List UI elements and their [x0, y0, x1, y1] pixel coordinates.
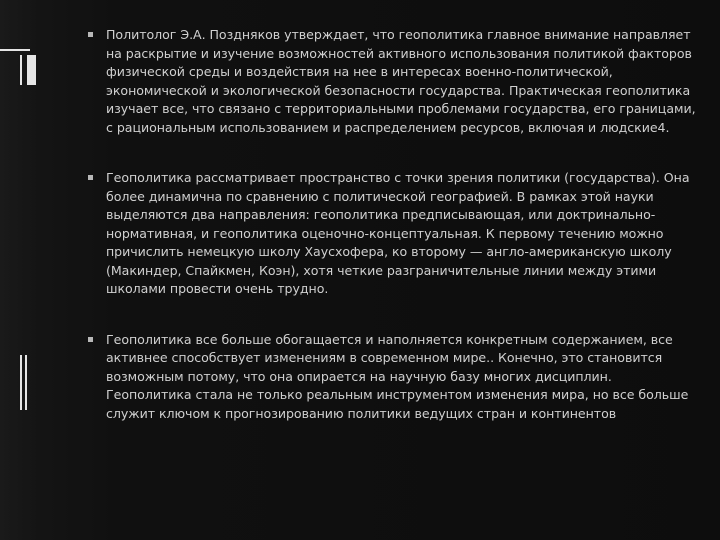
decorative-bar: [20, 355, 22, 410]
bullet-text: Геополитика рассматривает пространство с точки зрения политики (государства). Она более динамична по сравнению с политической географией. В рамках этой науки выделяются два направления: геополитика предписывающая, или доктринально-нормативная, и геополитика оценочно-концептуальная. К первому течению можно причислить немецкую школу Хаусхофера, ко второму — англо-американскую школу (Макиндер, Спайкмен, Коэн), хотя четкие разграничительные линии между этими школами провести очень трудно.: [106, 170, 690, 296]
decorative-bar: [27, 55, 36, 85]
decorative-bar: [20, 55, 22, 85]
bullet-item: [88, 331, 696, 424]
bullet-square-icon: [88, 32, 93, 37]
slide-content: [88, 26, 696, 423]
bullet-square-icon: [88, 175, 93, 180]
bullet-text: Геополитика все больше обогащается и наполняется конкретным содержанием, все активнее способствует изменениям в современном мире.. Конечно, это становится возможным потому, что она опирается на научную базу многих дисциплин. Геополитика стала не только реальным инструментом изменения мира, но все больше служит ключом к прогнозированию политики ведущих стран и континентов: [106, 331, 689, 421]
bullet-item: [88, 26, 696, 137]
decorative-bar: [0, 49, 30, 51]
bullet-item: [88, 169, 696, 299]
bullet-text: Политолог Э.А. Поздняков утверждает, что геополитика главное внимание направляет на раскрытие и изучение возможностей активного использования политикой факторов физической среды и воздействия на нее в интересах военно-политической, экономической и экологической безопасности государства. Практическая геополитика изучает все, что связано с территориальными проблемами государства, его границами, с рациональным использованием и распределением ресурсов, включая и людские4.: [106, 27, 696, 135]
bullet-square-icon: [88, 337, 93, 342]
decorative-bar: [25, 355, 27, 410]
